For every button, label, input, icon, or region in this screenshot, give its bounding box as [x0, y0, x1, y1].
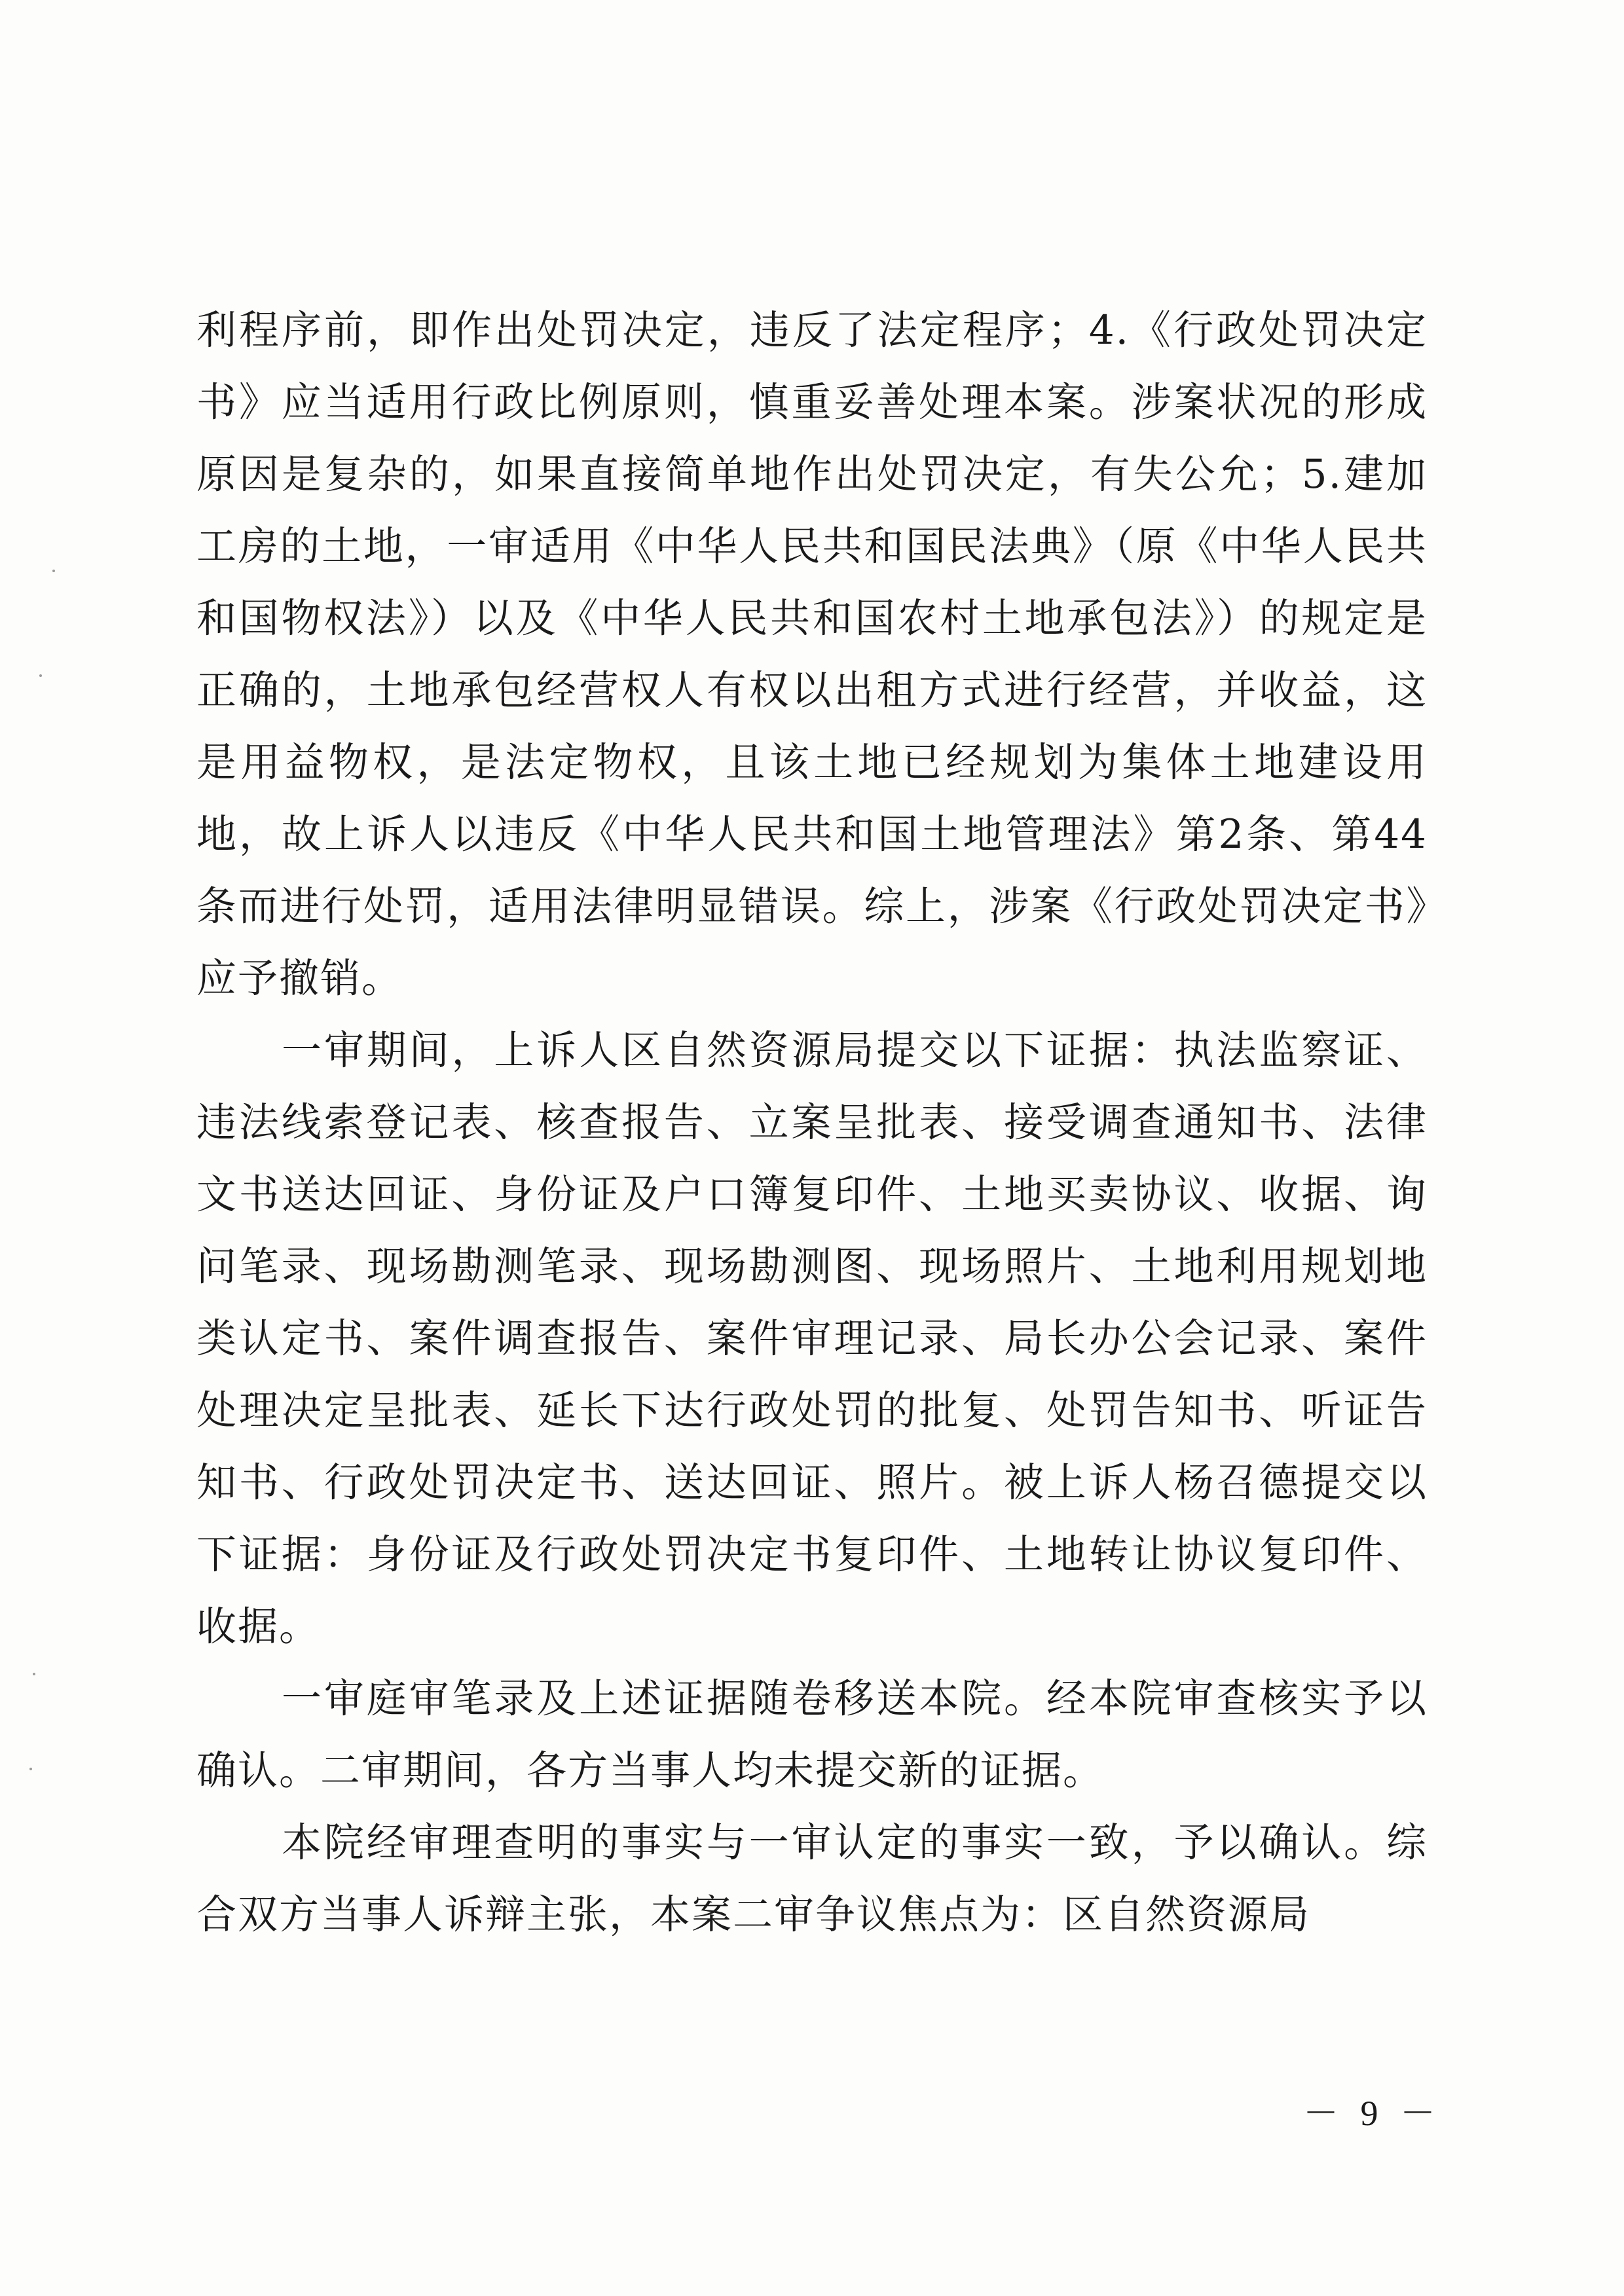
scan-speck — [52, 570, 55, 572]
document-body — [196, 295, 1428, 1951]
scan-speck — [33, 1673, 35, 1675]
paragraph-continued: 利程序前，即作出处罚决定，违反了法定程序；4.《行政处罚决定书》应当适用行政比例原则，慎重妥善处理本案。涉案状况的形成原因是复杂的，如果直接简单地作出处罚决定，有失公允；5.建加工房的土地，一审适用《中华人民共和国民法典》（原《中华人民共和国物权法》）以及《中华人民共和国农村土地承包法》）的规定是正确的，土地承包经营权人有权以出租方式进行经营，并收益，这是用益物权，是法定物权，且该土地已经规划为集体土地建设用地，故上诉人以违反《中华人民共和国土地管理法》第2条、第44条而进行处罚，适用法律明显错误。综上，涉案《行政处罚决定书》应予撤销。 — [196, 307, 1428, 1002]
scan-speck — [39, 674, 42, 677]
scan-speck — [29, 1768, 32, 1770]
paragraph-trial-record: 一审庭审笔录及上述证据随卷移送本院。经本院审查核实予以确认。二审期间，各方当事人均未提交新的证据。 — [196, 1675, 1428, 1794]
page-number: － 9 － — [1303, 2094, 1442, 2133]
paragraph-court-findings: 本院经审理查明的事实与一审认定的事实一致，予以确认。综合双方当事人诉辩主张，本案二审争议焦点为：区自然资源局 — [196, 1819, 1428, 1938]
paragraph-first-instance-evidence: 一审期间，上诉人区自然资源局提交以下证据：执法监察证、违法线索登记表、核查报告、立案呈批表、接受调查通知书、法律文书送达回证、身份证及户口簿复印件、土地买卖协议、收据、询问笔录、现场勘测笔录、现场勘测图、现场照片、土地利用规划地类认定书、案件调查报告、案件审理记录、局长办公会记录、案件处理决定呈批表、延长下达行政处罚的批复、处罚告知书、听证告知书、行政处罚决定书、送达回证、照片。被上诉人杨召德提交以下证据：身份证及行政处罚决定书复印件、土地转让协议复印件、收据。 — [196, 1027, 1428, 1650]
